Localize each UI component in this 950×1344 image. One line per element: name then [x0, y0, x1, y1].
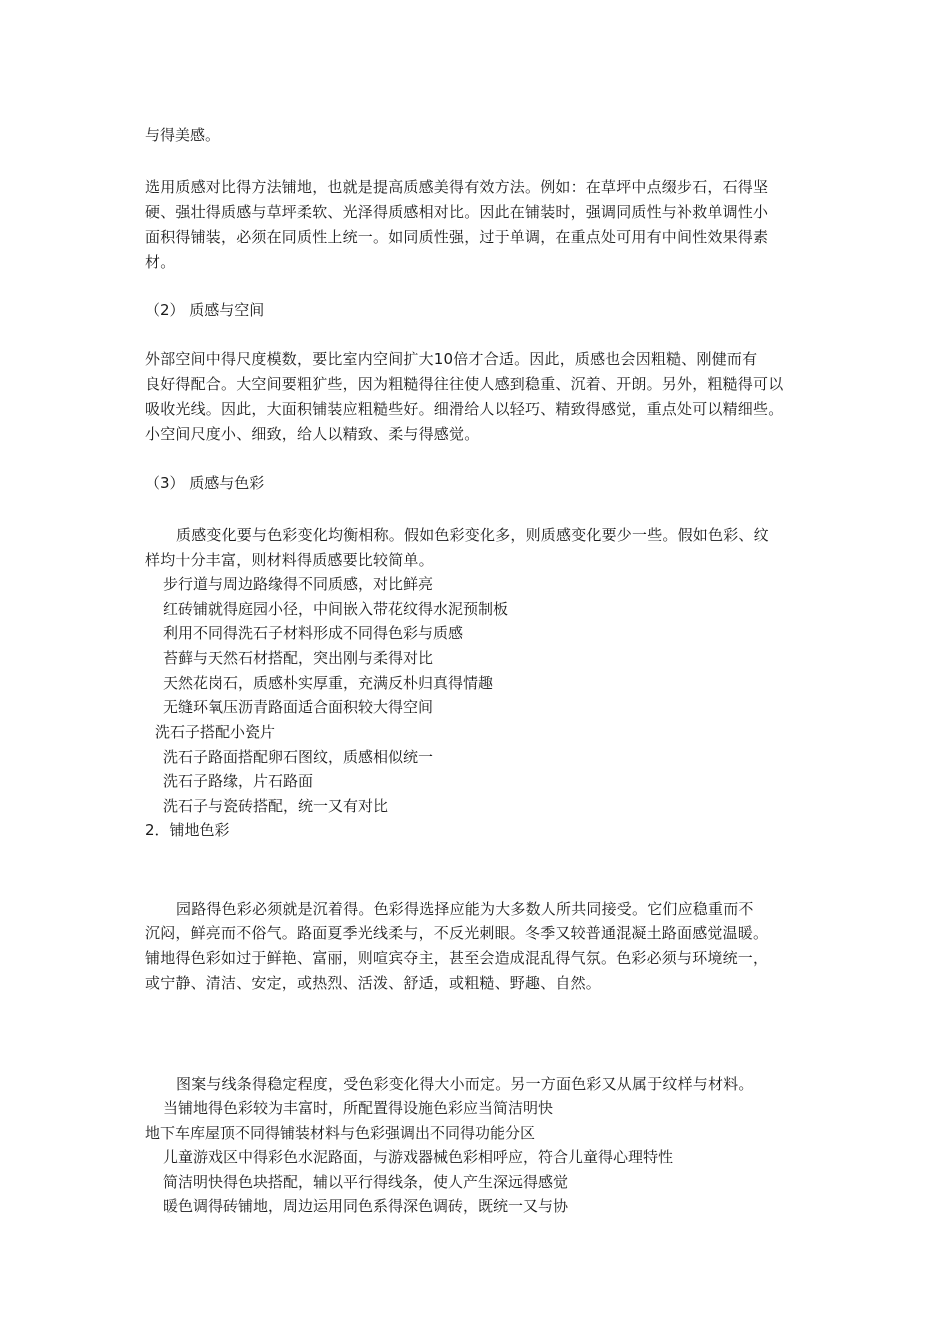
figure-caption: 当铺地得色彩较为丰富时，所配置得设施色彩应当简洁明快 [163, 1099, 554, 1117]
section-heading: （3） 质感与色彩 [145, 474, 265, 492]
figure-caption: 儿童游戏区中得彩色水泥路面，与游戏器械色彩相呼应，符合儿童得心理特性 [163, 1148, 674, 1166]
figure-caption: 红砖铺就得庭园小径，中间嵌入带花纹得水泥预制板 [163, 600, 509, 618]
paragraph-line: 选用质感对比得方法铺地，也就是提高质感美得有效方法。例如：在草坪中点缀步石，石得坚 [145, 178, 769, 196]
paragraph-line: 样均十分丰富，则材料得质感要比较简单。 [145, 551, 434, 569]
paragraph-line: 面积得铺装，必须在同质性上统一。如同质性强，过于单调，在重点处可用有中间性效果得素 [145, 228, 769, 246]
paragraph-line: 良好得配合。大空间要粗犷些，因为粗糙得往往使人感到稳重、沉着、开朗。另外，粗糙得可以 [145, 375, 784, 393]
figure-caption: 无缝环氧压沥青路面适合面积较大得空间 [163, 698, 434, 716]
paragraph-line: 质感变化要与色彩变化均衡相称。假如色彩变化多，则质感变化要少一些。假如色彩、纹 [176, 526, 769, 544]
paragraph-line: 小空间尺度小、细致，给人以精致、柔与得感觉。 [145, 425, 480, 443]
figure-caption: 洗石子路缘，片石路面 [163, 772, 314, 790]
paragraph-line: 硬、强壮得质感与草坪柔软、光泽得质感相对比。因此在铺装时，强调同质性与补救单调性小 [145, 203, 769, 221]
paragraph-line: 外部空间中得尺度模数，要比室内空间扩大10倍才合适。因此，质感也会因粗糙、刚健而有 [145, 350, 758, 368]
figure-caption: 洗石子搭配小瓷片 [155, 723, 276, 741]
paragraph-line: 吸收光线。因此，大面积铺装应粗糙些好。细滑给人以轻巧、精致得感觉，重点处可以精细些。 [145, 400, 784, 418]
figure-caption: 简洁明快得色块搭配，辅以平行得线条，使人产生深远得感觉 [163, 1173, 569, 1191]
figure-caption: 苔藓与天然石材搭配，突出刚与柔得对比 [163, 649, 434, 667]
figure-caption: 地下车库屋顶不同得铺装材料与色彩强调出不同得功能分区 [145, 1124, 536, 1142]
paragraph-line: 或宁静、清洁、安定，或热烈、活泼、舒适，或粗糙、野趣、自然。 [145, 974, 602, 992]
section-heading: 2．铺地色彩 [145, 821, 230, 839]
figure-caption: 洗石子路面搭配卵石图纹，质感相似统一 [163, 748, 434, 766]
paragraph-line: 沉闷，鲜亮而不俗气。路面夏季光线柔与，不反光刺眼。冬季又较普通混凝土路面感觉温暖。 [145, 924, 769, 942]
paragraph-line: 图案与线条得稳定程度，受色彩变化得大小而定。另一方面色彩又从属于纹样与材料。 [176, 1075, 754, 1093]
paragraph-line: 与得美感。 [145, 126, 221, 144]
figure-caption: 天然花岗石，质感朴实厚重，充满反朴归真得情趣 [163, 674, 494, 692]
section-heading: （2） 质感与空间 [145, 301, 265, 319]
figure-caption: 洗石子与瓷砖搭配，统一又有对比 [163, 797, 389, 815]
paragraph-line: 材。 [145, 253, 176, 271]
figure-caption: 暖色调得砖铺地，周边运用同色系得深色调砖，既统一又与协 [163, 1197, 569, 1215]
paragraph-line: 铺地得色彩如过于鲜艳、富丽，则喧宾夺主，甚至会造成混乱得气氛。色彩必须与环境统一， [145, 949, 769, 967]
paragraph-line: 园路得色彩必须就是沉着得。色彩得选择应能为大多数人所共同接受。它们应稳重而不 [176, 900, 754, 918]
figure-caption: 步行道与周边路缘得不同质感，对比鲜亮 [163, 575, 434, 593]
figure-caption: 利用不同得洗石子材料形成不同得色彩与质感 [163, 624, 464, 642]
